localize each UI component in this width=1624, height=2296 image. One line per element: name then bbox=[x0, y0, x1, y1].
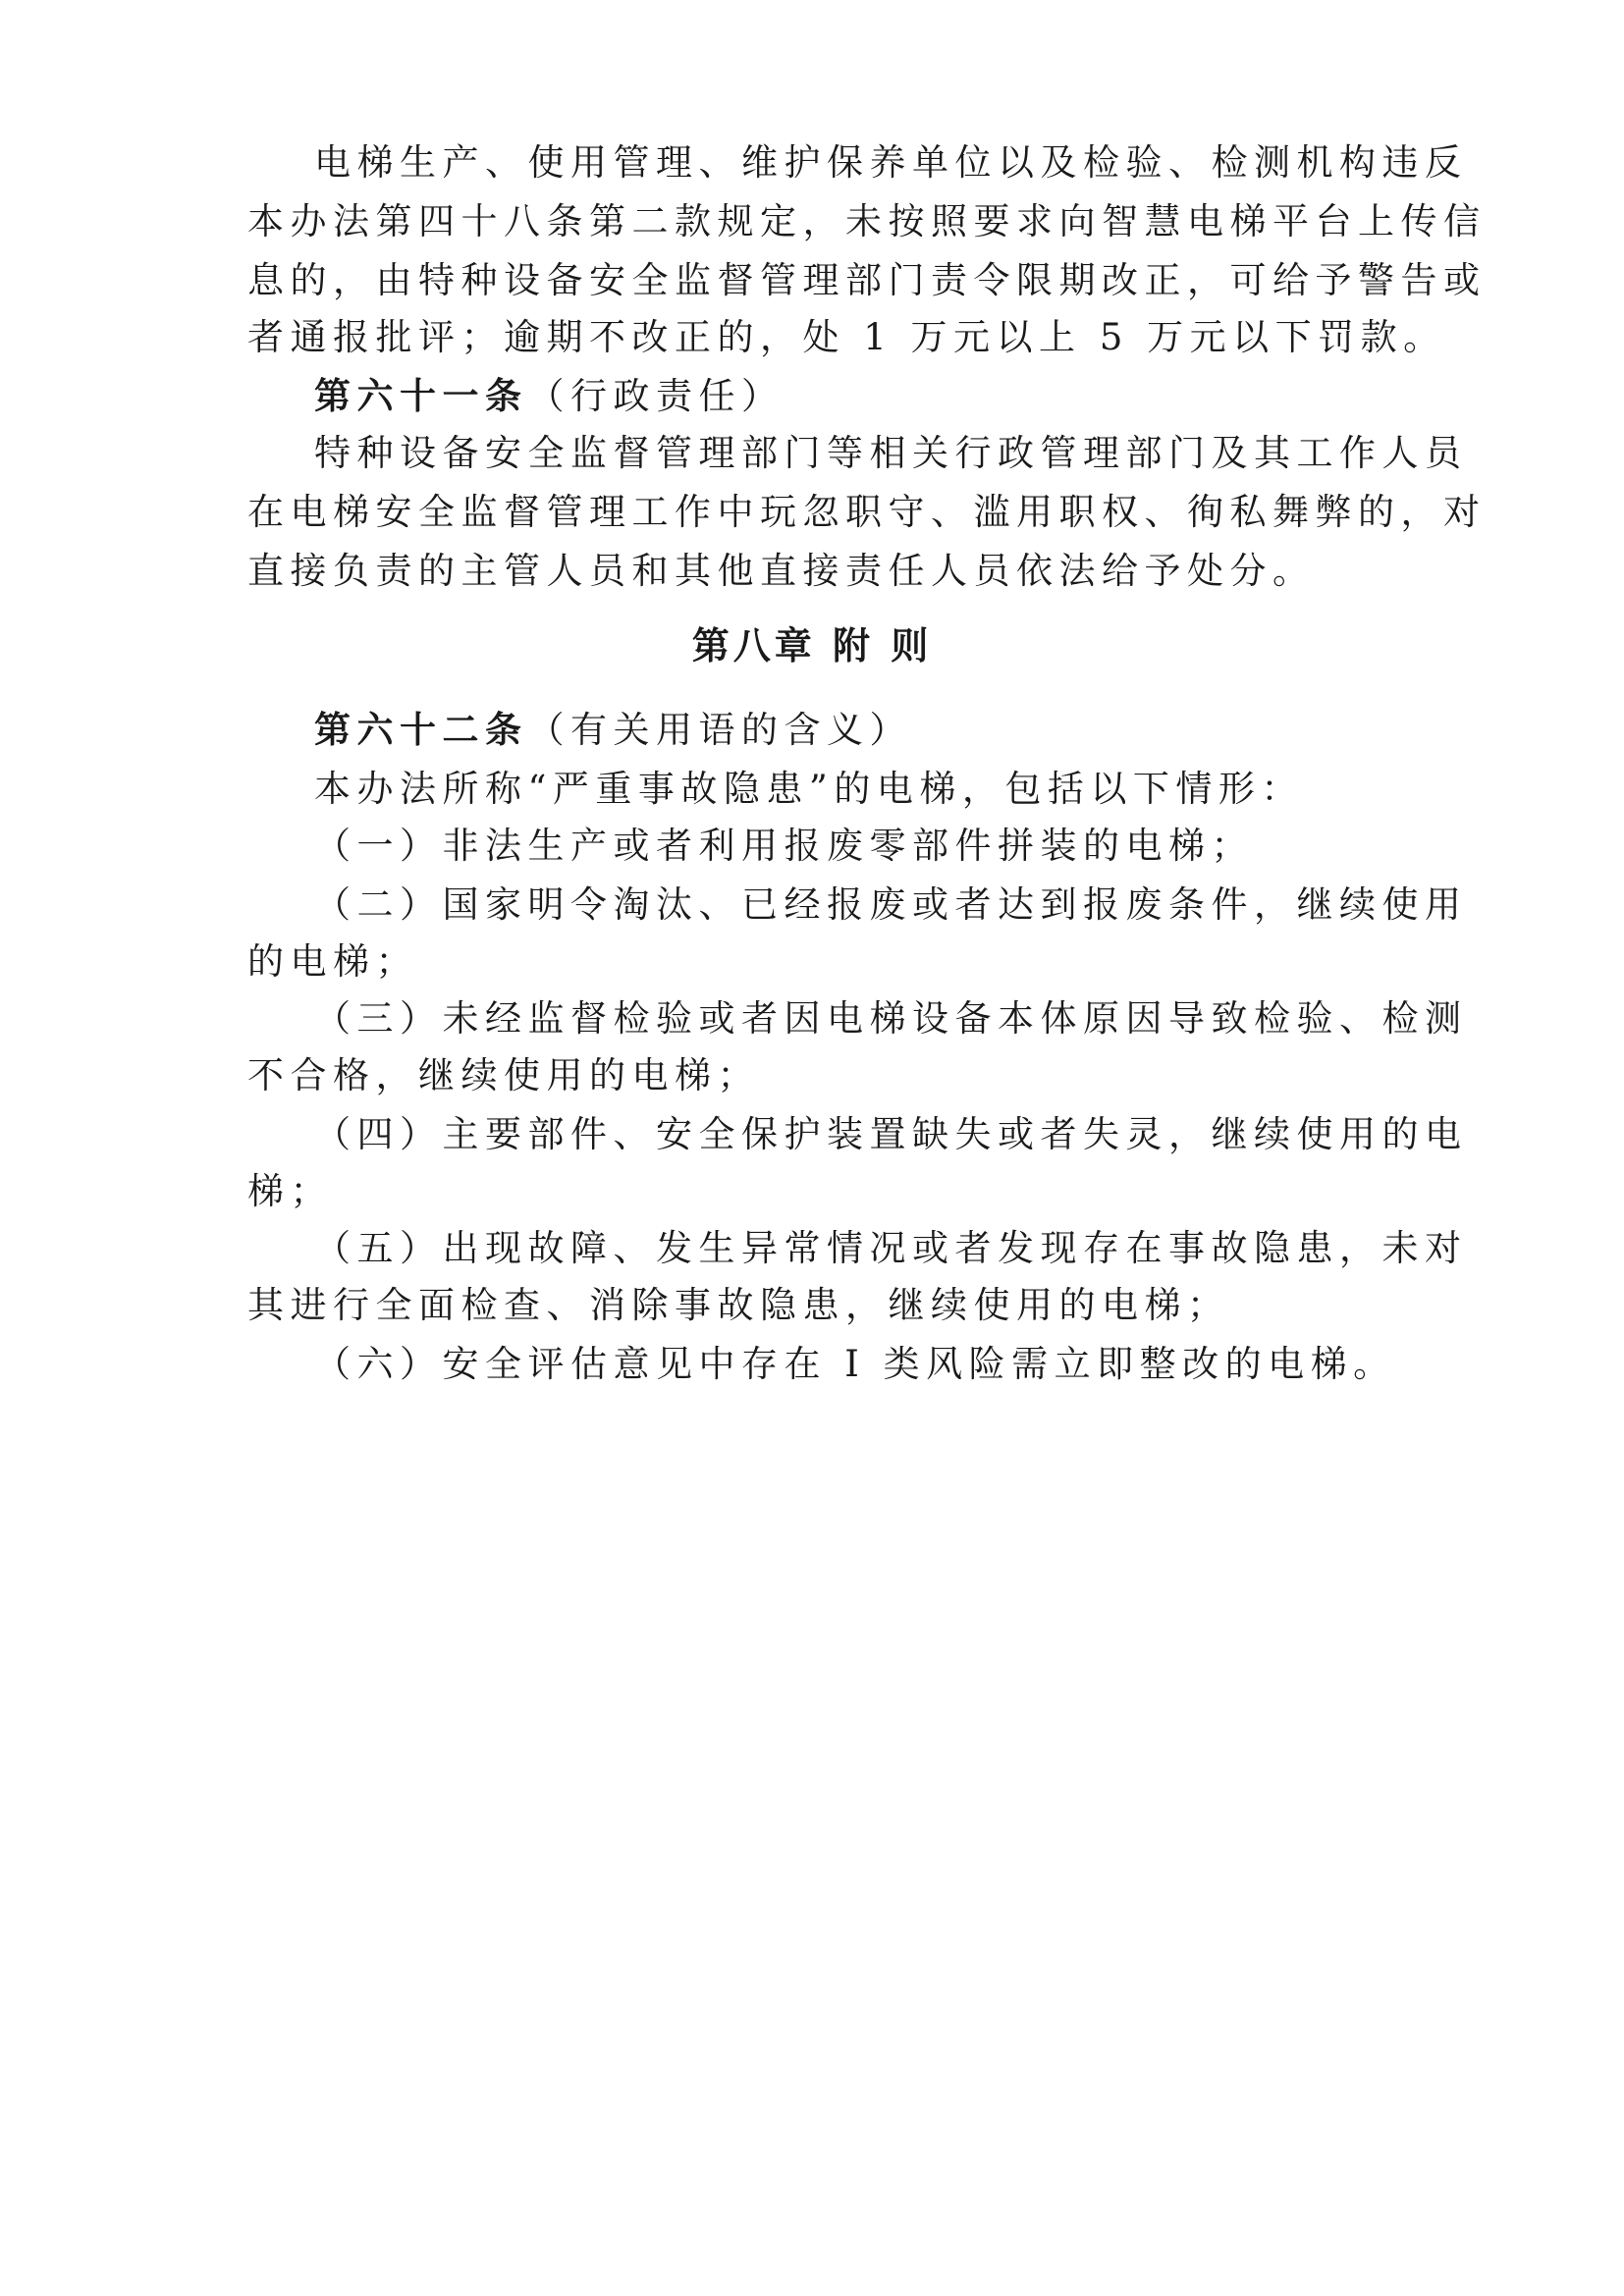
article-62-item-4-line-2: 梯； bbox=[247, 1170, 333, 1212]
paragraph-1-line-3: 息的，由特种设备安全监督管理部门责令限期改正，可给予警告或 bbox=[247, 259, 1487, 301]
paragraph-1-line-4: 者通报批评；逾期不改正的，处 1 万元以上 5 万元以下罚款。 bbox=[247, 316, 1446, 358]
article-62-intro: 本办法所称“严重事故隐患”的电梯，包括以下情形： bbox=[314, 768, 1304, 810]
article-61-title: （行政责任） bbox=[527, 375, 785, 417]
article-62-item-6: （六）安全评估意见中存在 I 类风险需立即整改的电梯。 bbox=[314, 1343, 1396, 1385]
paragraph-1-line-2: 本办法第四十八条第二款规定，未按照要求向智慧电梯平台上传信 bbox=[247, 200, 1487, 242]
article-62-title: （有关用语的含义） bbox=[527, 709, 912, 751]
article-61-heading bbox=[314, 371, 785, 422]
article-62-item-1: （一）非法生产或者利用报废零部件拼装的电梯； bbox=[314, 825, 1254, 867]
article-62-item-2-line-2: 的电梯； bbox=[247, 940, 418, 983]
article-62-item-5-line-2: 其进行全面检查、消除事故隐患，继续使用的电梯； bbox=[247, 1284, 1230, 1326]
article-62-label: 第六十二条 bbox=[314, 709, 528, 751]
article-62-heading bbox=[314, 705, 912, 756]
paragraph-1-line-1: 电梯生产、使用管理、维护保养单位以及检验、检测机构违反 bbox=[314, 141, 1468, 184]
article-61-line-2: 在电梯安全监督管理工作中玩忽职守、滥用职权、徇私舞弊的，对 bbox=[247, 491, 1487, 533]
chapter-8-title: 第八章 附 则 bbox=[691, 624, 933, 667]
article-61-line-3: 直接负责的主管人员和其他直接责任人员依法给予处分。 bbox=[247, 550, 1316, 592]
article-62-item-5-line-1: （五）出现故障、发生异常情况或者发现存在事故隐患，未对 bbox=[314, 1227, 1468, 1269]
article-61-line-1: 特种设备安全监督管理部门等相关行政管理部门及其工作人员 bbox=[314, 432, 1468, 474]
article-62-item-3-line-2: 不合格，继续使用的电梯； bbox=[247, 1054, 760, 1096]
article-62-item-4-line-1: （四）主要部件、安全保护装置缺失或者失灵，继续使用的电 bbox=[314, 1113, 1468, 1155]
article-62-item-2-line-1: （二）国家明令淘汰、已经报废或者达到报废条件，继续使用 bbox=[314, 883, 1468, 926]
article-61-label: 第六十一条 bbox=[314, 375, 528, 417]
article-62-item-3-line-1: （三）未经监督检验或者因电梯设备本体原因导致检验、检测 bbox=[314, 997, 1468, 1040]
